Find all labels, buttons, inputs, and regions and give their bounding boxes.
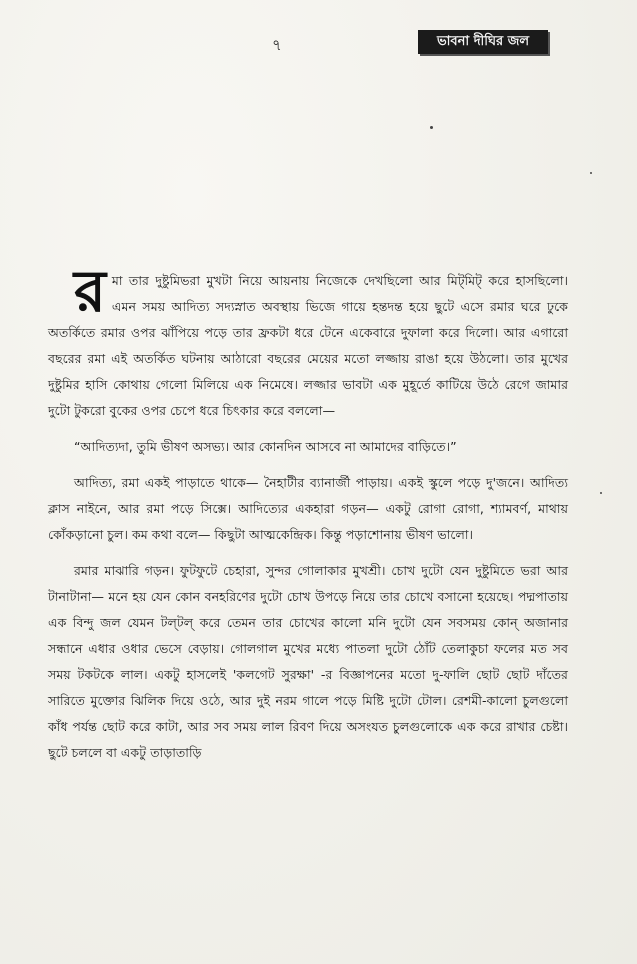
running-header-title: ভাবনা দীঘির জল xyxy=(418,30,548,54)
ink-speck xyxy=(600,492,602,494)
dialogue-quote: “আদিত্যদা, তুমি ভীষণ অসভ্য। আর কোনদিন আসবে না আমাদের বাড়িতে।” xyxy=(74,439,457,454)
ink-speck xyxy=(590,172,592,174)
paragraph-3: আদিত্য, রমা একই পাড়াতে থাকে— নৈহাটীর ব্যানার্জী পাড়ায়। একই স্কুলে পড়ে দু'জনে। আদিত্য ক্লাস নাইনে, আর রমা পড়ে সিক্সে। আদিত্যের একহারা গড়ন— একটু রোগা রোগা, শ্যামবর্ণ, মাথায় কোঁকড়ানো চুল। কম কথা বলে— কিছুটা আত্মকেন্দ্রিক। কিন্তু পড়াশোনায় ভীষণ ভালো। xyxy=(48,475,568,542)
paragraph-1-text: মা তার দুষ্টুমিভরা মুখটা নিয়ে আয়নায় নিজেকে দেখছিলো আর মিট্‌মিট্‌ করে হাসছিলো। এমন সময় আদিত্য সদ্যস্নাত অবস্থায় ভিজে গায়ে হন্তদন্ত হয়ে ছুটে এসে রমার ঘরে ঢুকে অতর্কিতে রমার ওপর ঝাঁপিয়ে পড়ে তার ফ্রকটা ধরে টেনে একেবারে দুফালা করে দিলো। আর এগারো বছরের রমা এই অতর্কিত ঘটনায় আঠারো বছরের মেয়ের মতো লজ্জায় রাঙা হয়ে উঠলো। তার মুখের দুষ্টুমির হাসি কোথায় গেলো মিলিয়ে এক নিমেষে। লজ্জার ভাবটা এক মুহূর্তে কাটিয়ে উঠে রেগে জামার দুটো টুকরো বুকের ওপর চেপে ধরে চিৎকার করে বললো— xyxy=(48,273,568,418)
drop-cap: র xyxy=(74,257,106,325)
page-number: ৭ xyxy=(272,36,282,54)
paragraph-4: রমার মাঝারি গড়ন। ফুটফুটে চেহারা, সুন্দর গোলাকার মুখশ্রী। চোখ দুটো যেন দুষ্টুমিতে ভরা আর টানাটানা— মনে হয় যেন কোন বনহরিণের দুটো চোখ উপড়ে নিয়ে তার চোখে বসানো হয়েছে। পদ্মপাতায় এক বিন্দু জল যেমন টল্‌টল্‌ করে তেমন তার চোখের কালো মনি দুটো যেন সবসময় কোন্‌ অজানার সন্ধানে এধার ওধার ভেসে বেড়ায়। গোলগাল মুখের মধ্যে পাতলা দুটো ঠোঁট তেলাকুচা ফলের মত সব সময় টকটকে লাল। একটু হাসলেই 'কলগেট সুরক্ষা' -র বিজ্ঞাপনের মতো দু-ফালি ছোট ছোট দাঁতের সারিতে মুক্তোর ঝিলিক দিয়ে ওঠে, আর দুই নরম গালে পড়ে মিষ্টি দুটো টোল। রেশমী-কালো চুলগুলো কাঁধ পর্যন্ত ছোট করে কাটা, আর সব সময় লাল রিবণ দিয়ে অসংযত চুলগুলোকে এক করে রাখার চেষ্টা। ছুটে চললে বা একটু তাড়াতাড়ি xyxy=(48,563,568,760)
paragraph-1 xyxy=(48,257,568,424)
story-text xyxy=(48,257,568,776)
ink-speck xyxy=(430,126,433,129)
